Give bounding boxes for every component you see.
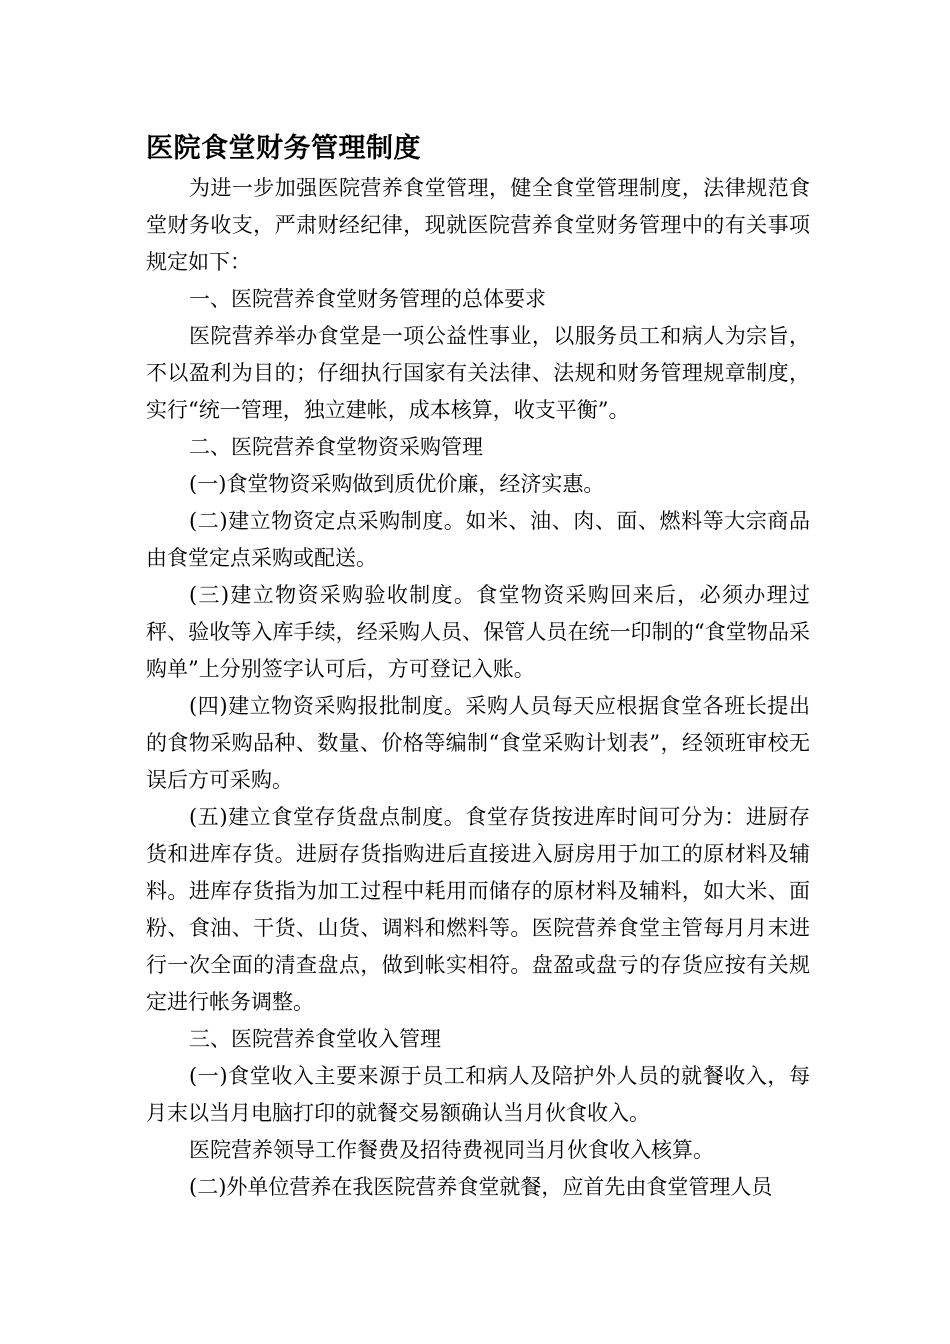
- section-2-item-4: (四)建立物资采购报批制度。采购人员每天应根据食堂各班长提出的食物采购品种、数量、价格等编制“食堂采购计划表”，经领班审校无误后方可采购。: [146, 694, 810, 792]
- section-2-item-2: (二)建立物资定点采购制度。如米、油、肉、面、燃料等大宗商品由食堂定点采购或配送。: [146, 509, 810, 570]
- section-2-item-5: (五)建立食堂存货盘点制度。食堂存货按进库时间可分为：进厨存货和进库存货。进厨存货指购进后直接进入厨房用于加工的原材料及辅料。进库存货指为加工过程中耗用而储存的原材料及辅料，如大米、面粉、食油、干货、山货、调料和燃料等。医院营养食堂主管每月月末进行一次全面的清查盘点，做到帐实相符。盘盈或盘亏的存货应按有关规定进行帐务调整。: [146, 805, 810, 1014]
- document-title: 医院食堂财务管理制度: [146, 133, 421, 164]
- document-body: [146, 128, 810, 1206]
- section-heading-2: 二、医院营养食堂物资采购管理: [189, 435, 483, 459]
- section-1-paragraph: 医院营养举办食堂是一项公益性事业，以服务员工和病人为宗旨，不以盈利为目的；仔细执行国家有关法律、法规和财务管理规章制度，实行“统一管理，独立建帐，成本核算，收支平衡”。: [146, 324, 810, 422]
- section-3-note: 医院营养领导工作餐费及招待费视同当月伙食收入核算。: [189, 1138, 714, 1162]
- section-heading-1: 一、医院营养食堂财务管理的总体要求: [189, 287, 546, 311]
- section-3-item-1: (一)食堂收入主要来源于员工和病人及陪护外人员的就餐收入，每月末以当月电脑打印的就餐交易额确认当月伙食收入。: [146, 1064, 810, 1125]
- intro-paragraph: 为进一步加强医院营养食堂管理，健全食堂管理制度，法律规范食堂财务收支，严肃财经纪律，现就医院营养食堂财务管理中的有关事项规定如下：: [146, 176, 810, 274]
- section-2-item-1: (一)食堂物资采购做到质优价廉，经济实惠。: [189, 472, 605, 496]
- section-heading-3: 三、医院营养食堂收入管理: [189, 1027, 441, 1051]
- section-3-item-2: (二)外单位营养在我医院营养食堂就餐，应首先由食堂管理人员: [189, 1175, 773, 1199]
- section-2-item-3: (三)建立物资采购验收制度。食堂物资采购回来后，必须办理过秤、验收等入库手续，经采购人员、保管人员在统一印制的“食堂物品采购单”上分别签字认可后，方可登记入账。: [146, 583, 810, 681]
